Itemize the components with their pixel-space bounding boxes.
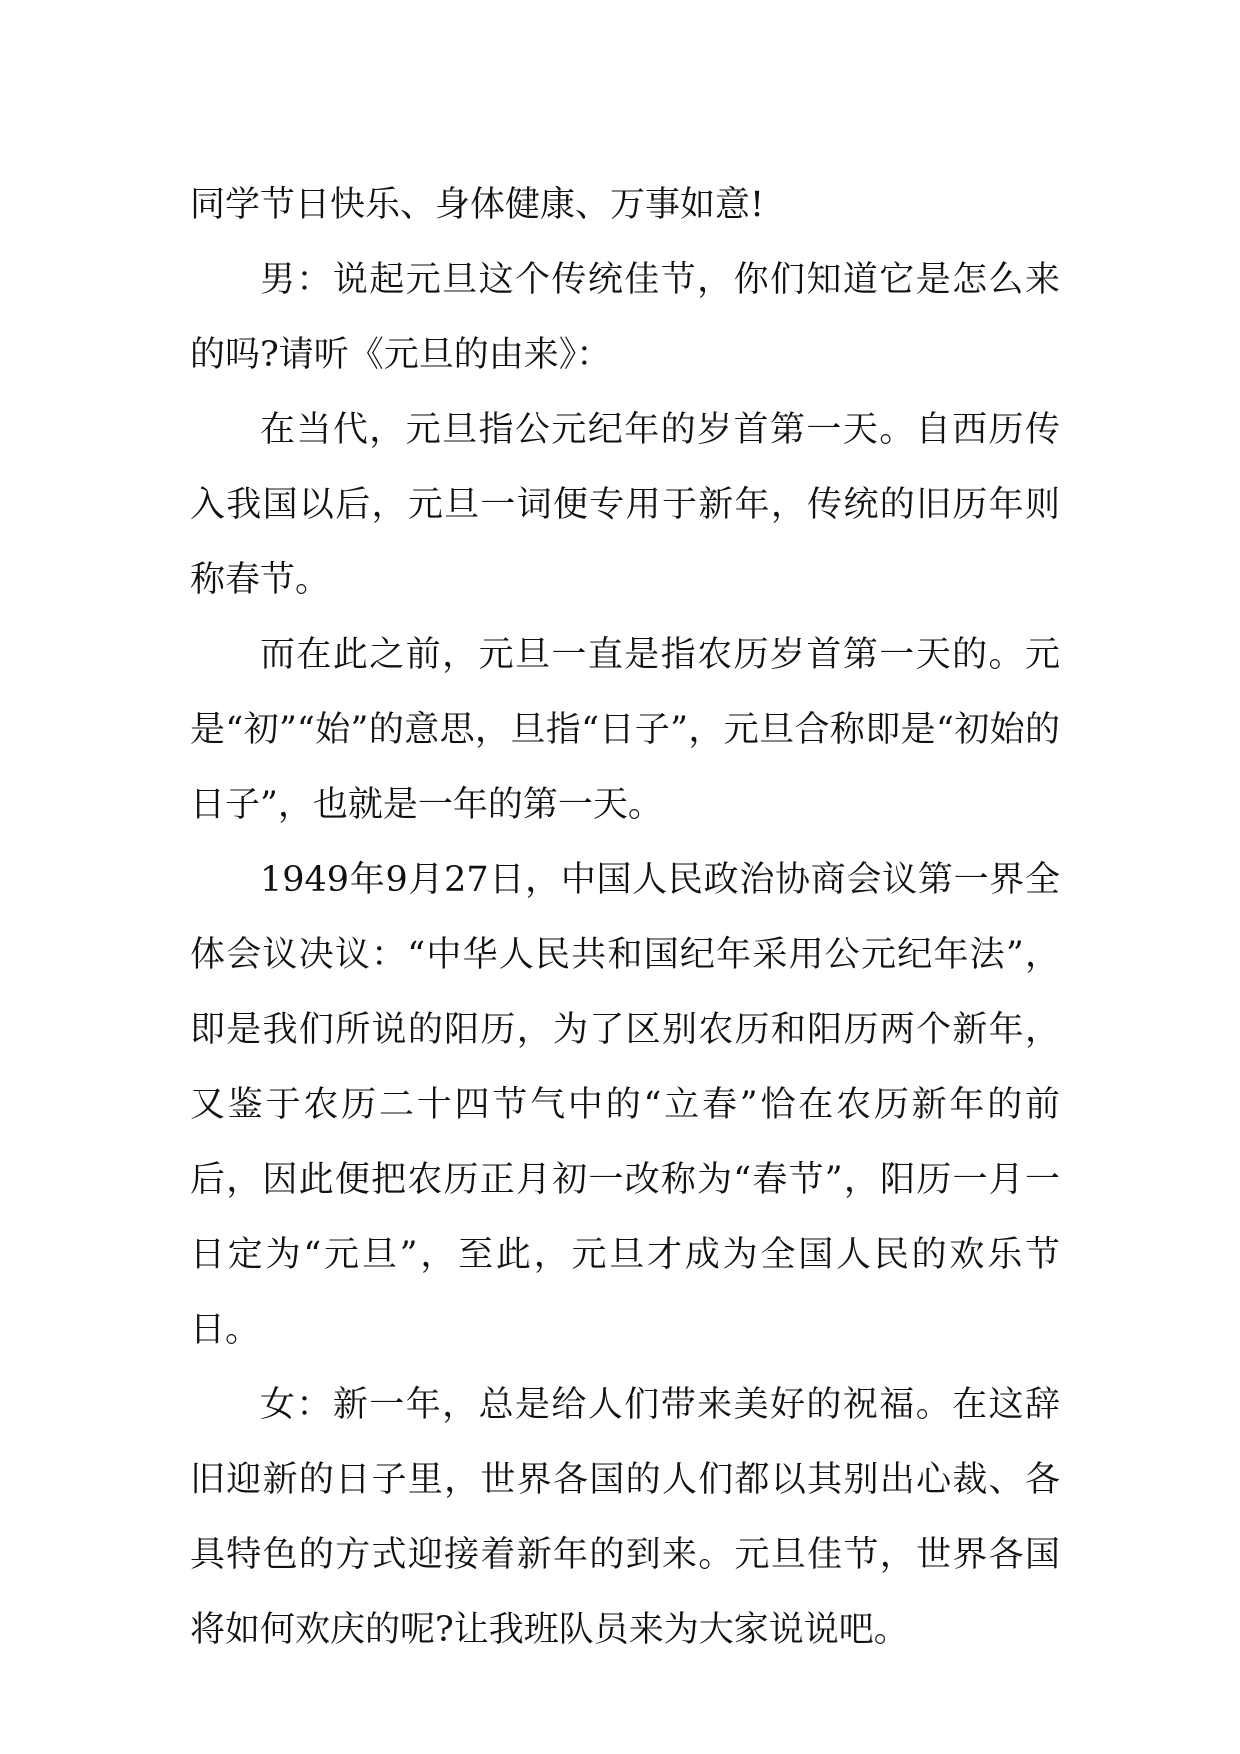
paragraph-1949-resolution: 1949年9月27日，中国人民政治协商会议第一界全体会议决议：“中华人民共和国纪年采用公元纪年法”，即是我们所说的阳历，为了区别农历和阳历两个新年，又鉴于农历二十四节气中的“立春”恰在农历新年的前后，因此便把农历正月初一改称为“春节”，阳历一月一日定为“元旦”，至此，元旦才成为全国人民的欢乐节日。 [190, 860, 1060, 1350]
paragraph-male-host-intro: 男：说起元旦这个传统佳节，你们知道它是怎么来的吗?请听《元旦的由来》： [190, 260, 1060, 375]
paragraph-modern-meaning: 在当代，元旦指公元纪年的岁首第一天。自西历传入我国以后，元旦一词便专用于新年，传统的旧历年则称春节。 [190, 410, 1060, 600]
paragraph-origin-meaning: 而在此之前，元旦一直是指农历岁首第一天的。元是“初”“始”的意思，旦指“日子”，元旦合称即是“初始的日子”，也就是一年的第一天。 [190, 635, 1060, 825]
document-body [190, 168, 1060, 1668]
paragraph-greeting: 同学节日快乐、身体健康、万事如意! [190, 185, 765, 225]
paragraph-female-host-intro: 女：新一年，总是给人们带来美好的祝福。在这辞旧迎新的日子里，世界各国的人们都以其别出心裁、各具特色的方式迎接着新年的到来。元旦佳节，世界各国将如何欢庆的呢?让我班队员来为大家说说吧。 [190, 1385, 1060, 1650]
